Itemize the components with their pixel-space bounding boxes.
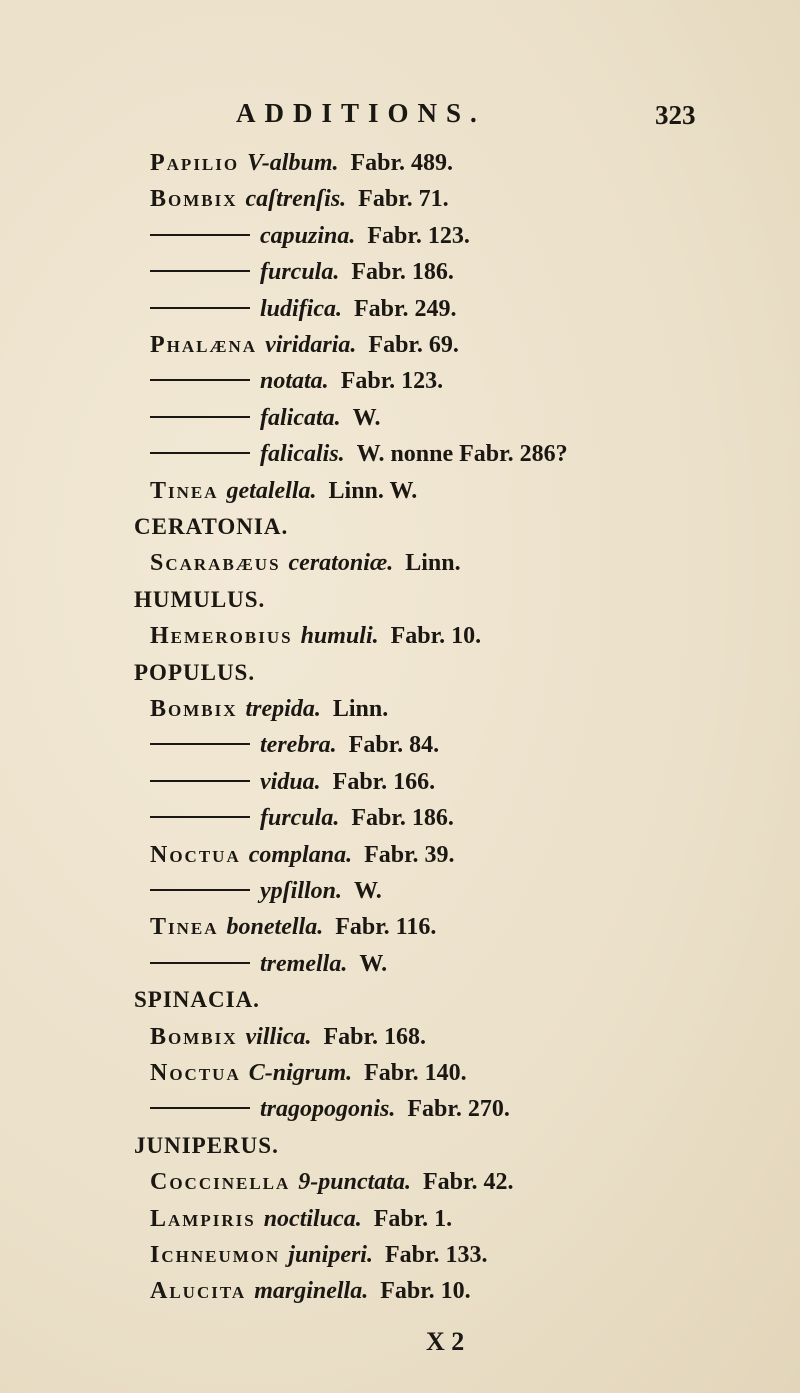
reference: Fabr. 186. [351, 805, 454, 832]
ditto-dash [150, 270, 250, 272]
entry-line [150, 332, 459, 368]
reference: Fabr. 186. [351, 259, 454, 286]
species-name: falicalis. [260, 441, 345, 468]
reference: Fabr. 84. [348, 732, 440, 759]
entry-line [150, 805, 454, 841]
species-name: humuli. [300, 623, 379, 650]
reference: W. [352, 404, 381, 431]
species-name: viridaria. [265, 332, 357, 358]
section-heading [134, 1133, 279, 1169]
signature-mark: X 2 [426, 1327, 465, 1356]
running-head: ADDITIONS. [236, 98, 486, 128]
genus-name: Papilio [150, 150, 240, 176]
reference: Fabr. 69. [368, 332, 459, 358]
entry-line [150, 732, 439, 768]
species-name: furcula. [260, 805, 340, 832]
reference: Fabr. 123. [340, 368, 444, 395]
ditto-dash [150, 962, 250, 964]
species-name: falicata. [260, 404, 341, 431]
genus-name: Noctua [150, 1060, 241, 1086]
species-name: villica. [245, 1023, 312, 1050]
species-name: trepida. [245, 696, 321, 722]
species-name: vidua. [260, 768, 321, 795]
entry-line [150, 186, 449, 222]
reference: Fabr. 10. [380, 1278, 471, 1305]
ditto-dash [150, 1107, 250, 1109]
reference: Linn. W. [328, 477, 418, 504]
genus-name: Bombix [150, 1023, 238, 1050]
entry-line [150, 441, 568, 477]
entry-line [150, 1024, 426, 1060]
entry-line [150, 769, 435, 805]
reference: Fabr. 10. [390, 623, 482, 650]
entry-line [150, 914, 436, 950]
reference: Linn. [405, 550, 461, 577]
reference: Fabr. 270. [407, 1096, 510, 1123]
entry-line [150, 259, 454, 295]
reference: Fabr. 168. [323, 1023, 426, 1050]
genus-name: Alucita [150, 1278, 247, 1305]
reference: Fabr. 71. [358, 186, 449, 213]
entry-line [150, 150, 453, 186]
genus-name: Scarabæus [150, 550, 281, 577]
species-name: 9-punctata. [298, 1169, 411, 1196]
entry-line [150, 478, 417, 514]
reference: Fabr. 116. [335, 914, 437, 941]
section-heading [134, 660, 255, 696]
entry-line [150, 951, 387, 987]
reference: Fabr. 489. [350, 150, 453, 176]
entry-line [150, 1242, 487, 1278]
genus-name: Bombix [150, 186, 238, 213]
genus-name: Tinea [150, 914, 219, 941]
species-name: caſtrenſis. [245, 186, 347, 213]
entry-line [150, 368, 443, 404]
entry-line [150, 223, 470, 259]
species-name: ludifica. [260, 295, 342, 322]
section-heading [134, 514, 288, 550]
reference: W. nonne Fabr. 286? [356, 441, 568, 468]
entry-line [150, 1060, 467, 1096]
genus-name: Bombix [150, 696, 238, 722]
species-name: getalella. [226, 477, 317, 504]
reference: Fabr. 123. [367, 222, 470, 249]
ditto-dash [150, 379, 250, 381]
reference: W. [359, 950, 388, 977]
species-name: ceratoniæ. [288, 550, 394, 577]
species-name: noctiluca. [263, 1205, 362, 1232]
entry-line [150, 1278, 471, 1314]
species-name: tremella. [260, 950, 348, 977]
entry-line [150, 296, 456, 332]
ditto-dash [150, 889, 250, 891]
section-heading-text: HUMULUS. [134, 586, 266, 612]
genus-name: Lampiris [150, 1205, 256, 1232]
genus-name: Tinea [150, 477, 219, 504]
species-name: C-nigrum. [248, 1060, 353, 1086]
reference: Fabr. 166. [332, 768, 436, 795]
species-name: juniperi. [288, 1242, 373, 1268]
reference: Fabr. 133. [384, 1242, 488, 1268]
section-heading-text: CERATONIA. [134, 514, 289, 539]
section-heading-text: SPINACIA. [134, 987, 260, 1013]
genus-name: Hemerobius [150, 623, 293, 650]
ditto-dash [150, 780, 250, 782]
entry-line [150, 405, 380, 441]
species-name: V-album. [247, 150, 339, 176]
ditto-dash [150, 416, 250, 418]
species-name: tragopogonis. [260, 1096, 396, 1123]
species-name: complana. [248, 841, 353, 868]
species-name: furcula. [260, 259, 340, 286]
entry-line [150, 623, 481, 659]
entry-line [150, 1206, 452, 1242]
reference: Fabr. 249. [354, 295, 457, 322]
ditto-dash [150, 452, 250, 454]
genus-name: Phalæna [150, 332, 258, 358]
genus-name: Ichneumon [150, 1242, 281, 1268]
genus-name: Noctua [150, 841, 241, 868]
ditto-dash [150, 307, 250, 309]
reference: Fabr. 1. [373, 1205, 453, 1232]
genus-name: Coccinella [150, 1169, 291, 1196]
entry-line [150, 1096, 510, 1132]
entry-line [150, 696, 388, 732]
ditto-dash [150, 743, 250, 745]
section-heading-text: POPULUS. [134, 659, 256, 685]
entry-line [150, 842, 455, 878]
page-number: 323 [655, 100, 696, 130]
species-name: capuzina. [260, 222, 356, 249]
species-name: bonetella. [226, 914, 324, 941]
ditto-dash [150, 816, 250, 818]
species-name: notata. [260, 368, 329, 395]
species-name: ypſillon. [260, 878, 342, 904]
reference: Fabr. 42. [422, 1169, 514, 1196]
reference: Fabr. 39. [364, 841, 455, 868]
entry-line [150, 878, 382, 914]
reference: Fabr. 140. [364, 1060, 467, 1086]
ditto-dash [150, 234, 250, 236]
section-heading [134, 987, 260, 1023]
entry-line [150, 1169, 513, 1205]
reference: Linn. [332, 696, 389, 722]
species-name: terebra. [260, 732, 337, 759]
species-name: marginella. [254, 1278, 369, 1305]
section-heading-text: JUNIPERUS. [134, 1132, 279, 1158]
entry-line [150, 550, 461, 586]
page-header [0, 98, 800, 138]
section-heading [134, 587, 265, 623]
reference: W. [354, 878, 382, 904]
